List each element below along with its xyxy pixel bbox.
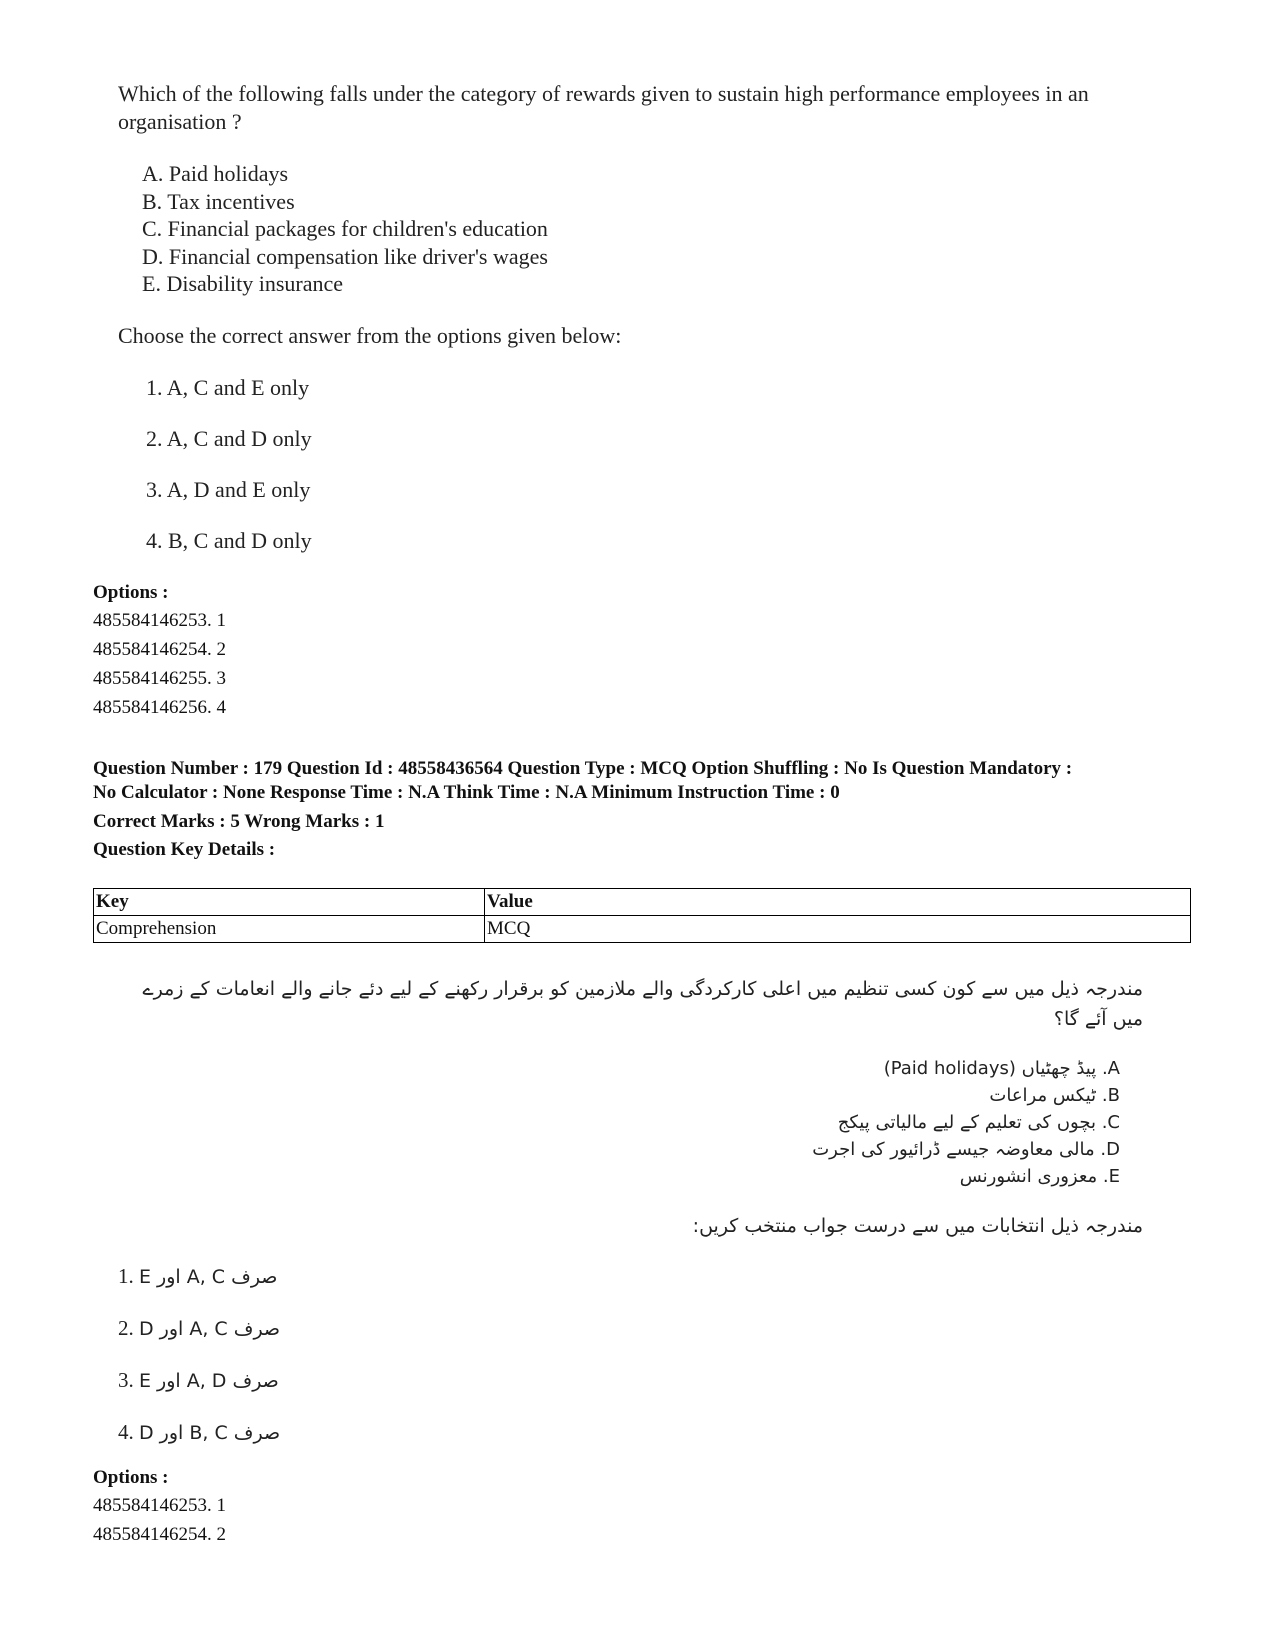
answer-number: 3. <box>118 1368 134 1392</box>
marks-line: Correct Marks : 5 Wrong Marks : 1 <box>93 811 385 832</box>
option-item: 485584146256. 4 <box>93 697 226 718</box>
urdu-answer-choice-3 <box>118 1366 279 1395</box>
statement-b: B. Tax incentives <box>142 188 295 214</box>
statement-list <box>142 160 548 298</box>
answer-choice-4: 4. B, C and D only <box>146 528 312 553</box>
option-item: 485584146254. 2 <box>93 639 226 660</box>
option-item: 485584146253. 1 <box>93 1495 226 1516</box>
urdu-statement-b: B. ٹیکس مراعات <box>989 1085 1120 1106</box>
option-item: 485584146254. 2 <box>93 1524 226 1545</box>
urdu-answer-choice-1 <box>118 1262 277 1291</box>
urdu-answer-choice-2 <box>118 1314 280 1343</box>
urdu-statement-d: D. مالی معاوضہ جیسے ڈرائیور کی اجرت <box>812 1139 1120 1160</box>
answer-text: صرف A, D اور E <box>139 1370 279 1392</box>
answer-number: 1. <box>118 1264 134 1288</box>
answer-text: صرف B, C اور D <box>139 1422 281 1444</box>
answer-number: 4. <box>118 1420 134 1444</box>
urdu-answer-choice-4 <box>118 1418 280 1447</box>
statement-c: C. Financial packages for children's education <box>142 216 548 241</box>
urdu-statement-list <box>620 1055 1120 1190</box>
question-text: Which of the following falls under the category of rewards given to sustain high performance employees in an organisation ? <box>118 81 1089 134</box>
answer-choice-3: 3. A, D and E only <box>146 477 311 502</box>
options-heading: Options : <box>93 1467 169 1488</box>
question-meta-line-2: No Calculator : None Response Time : N.A Think Time : N.A Minimum Instruction Time : 0 <box>93 782 840 803</box>
table-row <box>94 916 1191 943</box>
options-list <box>93 1491 226 1549</box>
urdu-question-text: مندرجہ ذیل میں سے کون کسی تنظیم میں اعلی کارکردگی والے ملازمین کو برقرار رکھنے کے لیے دئے جانے والے انعامات کے زمرے میں آئے گا؟ <box>142 978 1143 1030</box>
table-header-key: Key <box>94 889 485 916</box>
statement-d: D. Financial compensation like driver's wages <box>142 243 548 269</box>
option-item: 485584146253. 1 <box>93 610 226 631</box>
option-item: 485584146255. 3 <box>93 668 226 689</box>
urdu-statement-c: C. بچوں کی تعلیم کے لیے مالیاتی پیکج <box>837 1112 1120 1133</box>
answer-number: 2. <box>118 1316 134 1340</box>
key-details-table <box>93 888 1191 943</box>
key-details-heading: Question Key Details : <box>93 839 276 860</box>
answer-choice-1: 1. A, C and E only <box>146 375 310 400</box>
answer-choice-2: 2. A, C and D only <box>146 426 312 451</box>
answer-text: صرف A, C اور E <box>139 1266 278 1288</box>
question-meta-line-1: Question Number : 179 Question Id : 48558436564 Question Type : MCQ Option Shuffling : No Is Question Mandatory : <box>93 758 1073 779</box>
urdu-statement-e: E. معزوری انشورنس <box>959 1166 1120 1187</box>
statement-e: E. Disability insurance <box>142 271 344 296</box>
options-heading: Options : <box>93 582 169 603</box>
choose-instruction: Choose the correct answer from the options given below: <box>118 323 622 348</box>
urdu-statement-a: A. پیڈ چھٹیاں (Paid holidays) <box>883 1058 1120 1079</box>
answer-text: صرف A, C اور D <box>139 1318 281 1340</box>
statement-a: A. Paid holidays <box>142 161 289 186</box>
table-cell: MCQ <box>485 916 1191 943</box>
options-list <box>93 606 226 722</box>
table-header-row <box>94 889 1191 916</box>
table-cell: Comprehension <box>94 916 485 943</box>
table-header-value: Value <box>485 889 1191 916</box>
urdu-choose-instruction: مندرجہ ذیل انتخابات میں سے درست جواب منتخب کریں: <box>692 1215 1143 1237</box>
